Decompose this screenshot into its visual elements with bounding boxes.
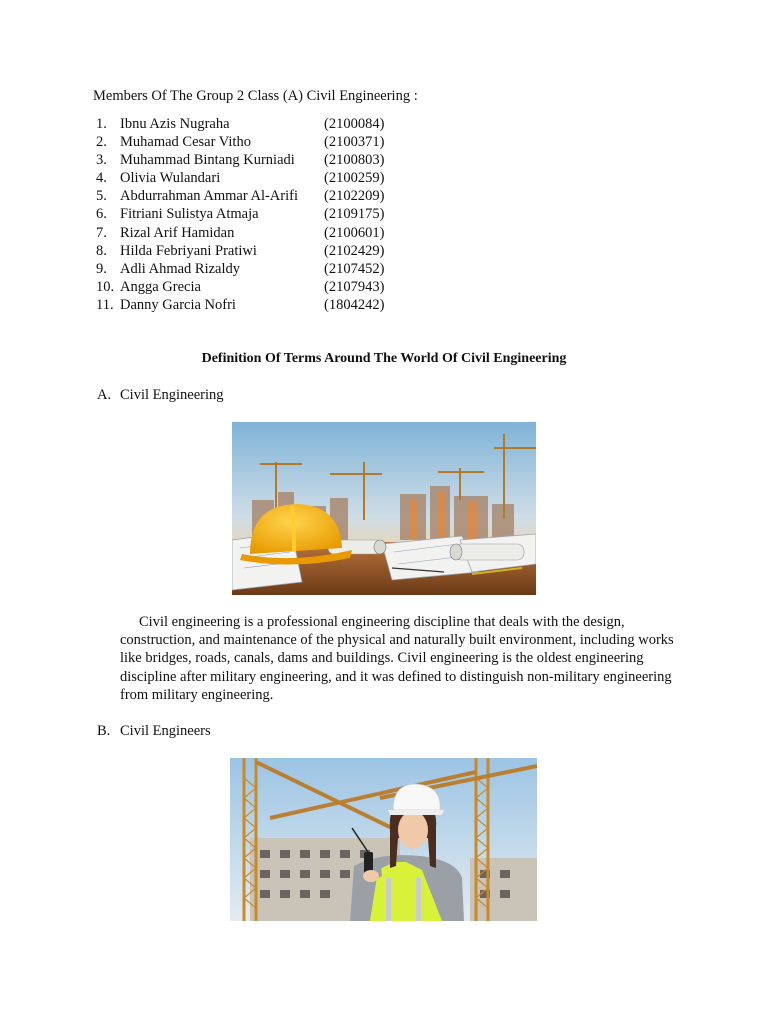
member-name: Olivia Wulandari	[120, 170, 221, 187]
document-title: Definition Of Terms Around The World Of Civil Engineering	[201, 351, 567, 366]
group-heading: Members Of The Group 2 Class (A) Civil Engineering :	[93, 88, 418, 104]
member-number: 6.	[96, 206, 107, 223]
section-b-label: B.	[97, 723, 111, 739]
construction-blueprint-photo	[232, 422, 536, 595]
member-id: (2107452)	[324, 260, 385, 277]
member-number: 2.	[96, 134, 107, 151]
paragraph-civil-engineering: Civil engineering is a professional engineering discipline that deals with the design, construction, and maintenance of the physical and naturally built environment, including works like bridges, roads, canals, dams and buildings. Civil engineering is the oldest engineering discipline after military engineering, and it was defined to distinguish non-military engineering from military engineering.	[120, 614, 674, 703]
member-name: Abdurrahman Ammar Al-Arifi	[120, 188, 298, 205]
member-number: 1.	[96, 116, 107, 132]
section-a-heading	[97, 386, 224, 404]
list-item	[96, 205, 385, 223]
list-item	[96, 296, 385, 314]
member-name: Muhamad Cesar Vitho	[120, 134, 251, 151]
member-name: Fitriani Sulistya Atmaja	[120, 206, 259, 223]
member-number: 9.	[96, 260, 107, 277]
list-item	[96, 187, 385, 205]
member-id: (2102209)	[324, 188, 385, 205]
member-id: (2109175)	[324, 206, 385, 223]
list-item	[96, 169, 385, 187]
member-number: 5.	[96, 188, 107, 205]
list-item	[96, 224, 385, 242]
members-list	[96, 115, 385, 314]
member-id: (2100084)	[324, 116, 385, 132]
list-item	[96, 133, 385, 151]
list-item	[96, 242, 385, 260]
member-number: 10.	[96, 278, 115, 295]
section-b-heading	[97, 722, 211, 740]
member-name: Muhammad Bintang Kurniadi	[120, 152, 295, 169]
list-item	[96, 260, 385, 278]
member-id: (2107943)	[324, 278, 385, 295]
member-number: 8.	[96, 242, 107, 259]
section-a-label: A.	[97, 387, 112, 403]
member-name: Angga Grecia	[120, 278, 201, 295]
member-id: (2100803)	[324, 152, 385, 169]
member-number: 3.	[96, 152, 107, 169]
list-item	[96, 278, 385, 296]
member-id: (2102429)	[324, 242, 385, 259]
member-id: (2100601)	[324, 224, 385, 241]
member-name: Adli Ahmad Rizaldy	[120, 260, 241, 277]
member-id: (2100259)	[324, 170, 385, 187]
section-b-title: Civil Engineers	[120, 723, 211, 739]
member-name: Rizal Arif Hamidan	[120, 224, 235, 241]
civil-engineer-photo	[230, 758, 537, 921]
list-item	[96, 151, 385, 169]
member-id: (2100371)	[324, 134, 385, 151]
member-number: 4.	[96, 170, 107, 187]
member-number: 11.	[96, 296, 114, 313]
section-a-title: Civil Engineering	[120, 387, 224, 403]
member-name: Danny Garcia Nofri	[120, 296, 236, 313]
member-id: (1804242)	[324, 296, 385, 313]
member-name: Hilda Febriyani Pratiwi	[120, 242, 257, 259]
member-number: 7.	[96, 224, 107, 241]
list-item	[96, 115, 385, 133]
member-name: Ibnu Azis Nugraha	[120, 116, 230, 132]
